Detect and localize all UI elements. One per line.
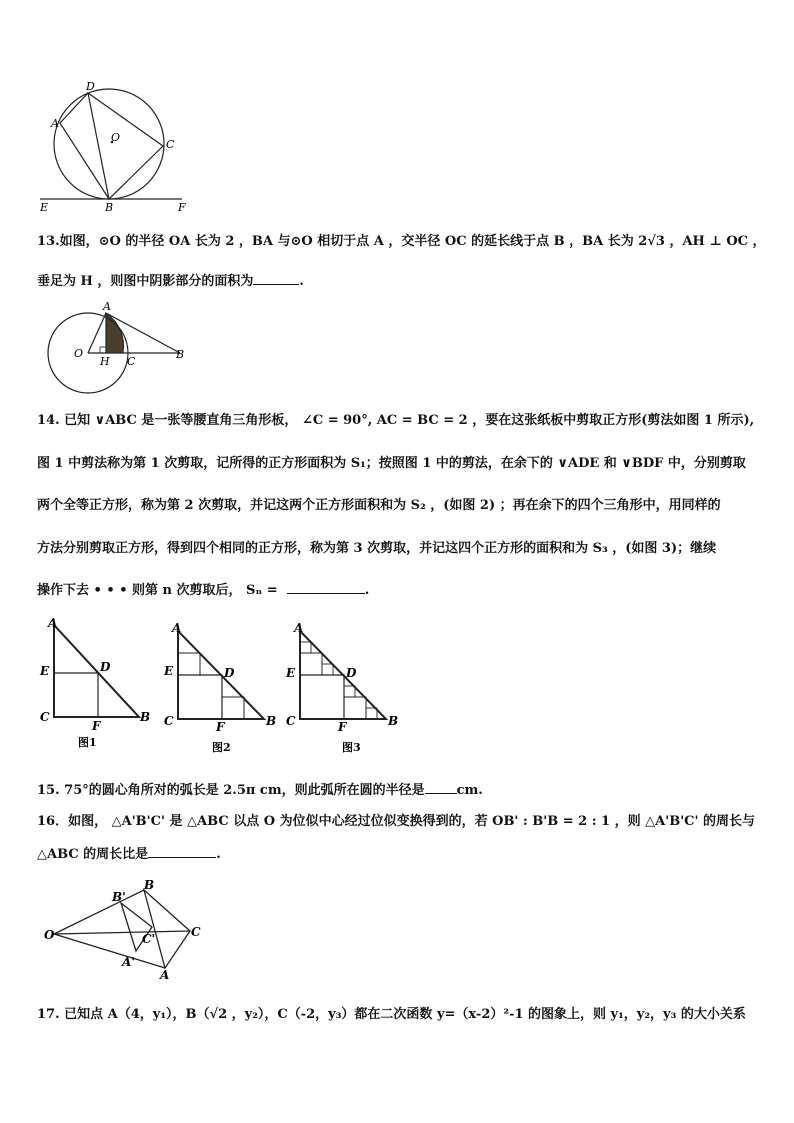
q16-label-b: B xyxy=(144,880,155,892)
label-b: B xyxy=(105,201,114,214)
fig2-label-a: A xyxy=(172,621,182,635)
fig3-caption: 图3 xyxy=(342,741,361,754)
fig2-label-d: D xyxy=(224,666,235,680)
fig1-label-f: F xyxy=(92,719,101,733)
fig3-label-b: B xyxy=(388,714,399,728)
q16-label-a: A xyxy=(160,968,170,982)
fig1-label-d: D xyxy=(100,660,111,674)
q14-line-5-row: 操作下去 • • • 则第 n 次剪取后， Sₙ = . xyxy=(37,579,369,598)
q13-line-1: 13.如图，⊙O 的半径 OA 长为 2 ，BA 与⊙O 相切于点 A ，交半径 OC 的延长线于点 B ，BA 长为 2√3 ，AH ⊥ OC ， xyxy=(37,234,766,249)
label-c: C xyxy=(166,138,175,151)
q14-line-3: 两个全等正方形，称为第 2 次剪取，并记这两个正方形面积和为 S₂ ，(如图 2) ；再在余下的四个三角形中，用同样的 xyxy=(37,498,721,513)
question-15 xyxy=(37,779,483,798)
label-f: F xyxy=(178,201,186,214)
q13-line-2: 垂足为 H ，则图中阴影部分的面积为 xyxy=(37,274,254,289)
question-17: 17. 已知点 A（4，y₁），B（√2 ，y₂），C（-2，y₃）都在二次函数 y=（x-2）²-1 的图象上，则 y₁，y₂，y₃ 的大小关系 xyxy=(37,1007,746,1022)
q14-line-5: 操作下去 • • • 则第 n 次剪取后， Sₙ = xyxy=(37,583,278,598)
fig1-caption: 图1 xyxy=(78,736,97,749)
q16-line-1: 16．如图， △A'B'C' 是 △ABC 以点 O 为位似中心经过位似变换得到的，若 OB' : B'B = 2 : 1 ，则 △A'B'C' 的周长与 xyxy=(37,814,756,829)
fig2-label-c: C xyxy=(164,714,174,728)
label-o: O xyxy=(111,131,121,144)
q16-figure xyxy=(40,880,215,985)
q16-label-b-prime: B' xyxy=(112,890,126,904)
q13-label-c: C xyxy=(127,355,136,368)
label-a: A xyxy=(51,117,59,130)
q14-line-1: 14. 已知 ∨ABC 是一张等腰直角三角形板， ∠C = 90°, AC = BC = 2 ，要在这张纸板中剪取正方形(剪法如图 1 所示), xyxy=(37,413,755,428)
question-13 xyxy=(37,231,767,253)
q13-label-h: H xyxy=(100,355,110,368)
circle-tangent-figure xyxy=(30,80,200,215)
q14-figure-3 xyxy=(282,615,402,755)
q15-unit: cm. xyxy=(456,783,483,798)
q16-answer-blank xyxy=(148,843,216,858)
fig3-label-e: E xyxy=(286,666,296,680)
q13-label-o: O xyxy=(74,347,84,360)
label-e: E xyxy=(40,201,49,214)
label-d: D xyxy=(86,80,95,93)
q14-line-4: 方法分别剪取正方形，得到四个相同的正方形，称为第 3 次剪取，并记这四个正方形的面积和为 S₃ ，(如图 3)；继续 xyxy=(37,541,717,556)
fig2-caption: 图2 xyxy=(212,741,231,754)
fig3-label-d: D xyxy=(346,666,357,680)
q16-label-c: C xyxy=(191,925,201,939)
fig2-label-e: E xyxy=(164,664,174,678)
q13-figure xyxy=(40,298,190,396)
q14-answer-blank xyxy=(287,579,365,594)
fig1-label-e: E xyxy=(40,664,50,678)
fig1-label-b: B xyxy=(140,710,151,724)
q13-label-b: B xyxy=(176,348,185,361)
q14-line-2: 图 1 中剪法称为第 1 次剪取，记所得的正方形面积为 S₁；按照图 1 中的剪法，在余下的 ∨ADE 和 ∨BDF 中，分别剪取 xyxy=(37,456,746,471)
fig3-label-c: C xyxy=(286,714,296,728)
q16-label-o: O xyxy=(44,928,55,942)
fig2-label-b: B xyxy=(266,714,277,728)
q14-figure-1 xyxy=(36,615,156,755)
q15-text: 15. 75°的圆心角所对的弧长是 2.5π cm，则此弧所在圆的半径是 xyxy=(37,783,425,798)
q14-figure-2 xyxy=(160,615,280,755)
fig1-label-c: C xyxy=(40,710,50,724)
q13-label-a: A xyxy=(103,300,111,313)
q13-line-2-row: 垂足为 H ，则图中阴影部分的面积为 . xyxy=(37,270,304,289)
q16-label-c-prime: C' xyxy=(142,932,156,946)
q15-answer-blank xyxy=(425,779,457,794)
q16-line-2: △ABC 的周长比是 xyxy=(37,847,149,862)
q16-line-2-row: △ABC 的周长比是 . xyxy=(37,843,221,862)
q16-label-a-prime: A' xyxy=(122,955,135,969)
fig2-label-f: F xyxy=(216,720,225,734)
fig1-label-a: A xyxy=(48,616,58,630)
fig3-label-a: A xyxy=(294,621,304,635)
q13-answer-blank xyxy=(253,270,299,285)
fig3-label-f: F xyxy=(338,720,347,734)
